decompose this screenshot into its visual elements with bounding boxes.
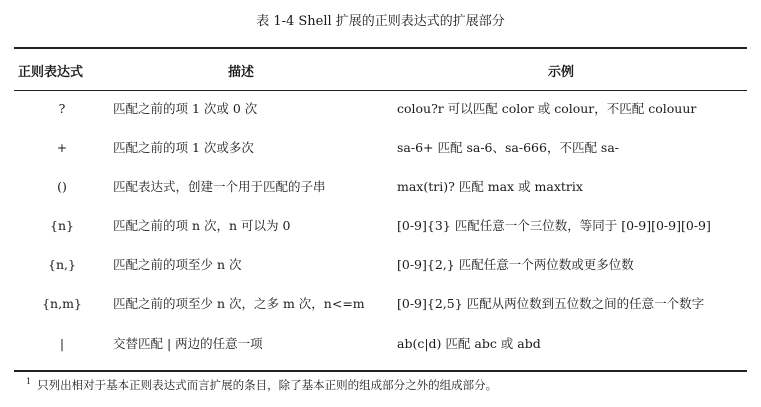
row-pattern: () xyxy=(57,179,67,194)
table-bottom-rule xyxy=(14,370,747,372)
row-example: sa-6+ 匹配 sa-6、sa-666，不匹配 sa- xyxy=(397,140,620,155)
row-pattern: + xyxy=(56,140,68,155)
footnote-marker: 1 xyxy=(26,377,32,387)
table-header-rule xyxy=(14,90,747,91)
row-description: 交替匹配 | 两边的任意一项 xyxy=(113,336,263,351)
row-pattern: ? xyxy=(58,101,66,116)
row-pattern: {n} xyxy=(50,218,74,233)
column-header-description: 描述 xyxy=(228,65,255,80)
row-pattern: | xyxy=(59,336,65,351)
row-pattern: {n,m} xyxy=(42,296,82,311)
row-description: 匹配之前的项 n 次，n 可以为 0 xyxy=(113,218,291,233)
row-description: 匹配表达式，创建一个用于匹配的子串 xyxy=(113,179,326,194)
row-example: ab(c|d) 匹配 abc 或 abd xyxy=(397,336,541,351)
footnote-text: 只列出相对于基本正则表达式而言扩展的条目，除了基本正则的组成部分之外的组成部分。 xyxy=(37,378,498,392)
row-example: max(tri)? 匹配 max 或 maxtrix xyxy=(397,179,583,194)
table-row xyxy=(14,334,747,354)
column-header-pattern: 正则表达式 xyxy=(18,65,84,80)
row-example: [0-9]{2,} 匹配任意一个两位数或更多位数 xyxy=(397,257,634,272)
table-row xyxy=(14,216,747,236)
table-row xyxy=(14,294,747,314)
row-example: [0-9]{3} 匹配任意一个三位数，等同于 [0-9][0-9][0-9] xyxy=(397,218,711,233)
column-header-example: 示例 xyxy=(548,65,575,80)
table-caption: 表 1-4 Shell 扩展的正则表达式的扩展部分 xyxy=(256,14,505,29)
row-example: colou?r 可以匹配 color 或 colour，不匹配 colouur xyxy=(397,101,697,116)
row-description: 匹配之前的项 1 次或 0 次 xyxy=(113,101,258,116)
row-description: 匹配之前的项至少 n 次，之多 m 次，n<=m xyxy=(113,296,365,311)
row-example: [0-9]{2,5} 匹配从两位数到五位数之间的任意一个数字 xyxy=(397,296,705,311)
row-description: 匹配之前的项 1 次或多次 xyxy=(113,140,254,155)
footnote xyxy=(26,377,497,393)
table-row xyxy=(14,177,747,197)
table-row xyxy=(14,99,747,119)
table-row xyxy=(14,138,747,158)
table-row xyxy=(14,255,747,275)
table-top-rule xyxy=(14,47,747,49)
row-pattern: {n,} xyxy=(48,257,76,272)
row-description: 匹配之前的项至少 n 次 xyxy=(113,257,242,272)
